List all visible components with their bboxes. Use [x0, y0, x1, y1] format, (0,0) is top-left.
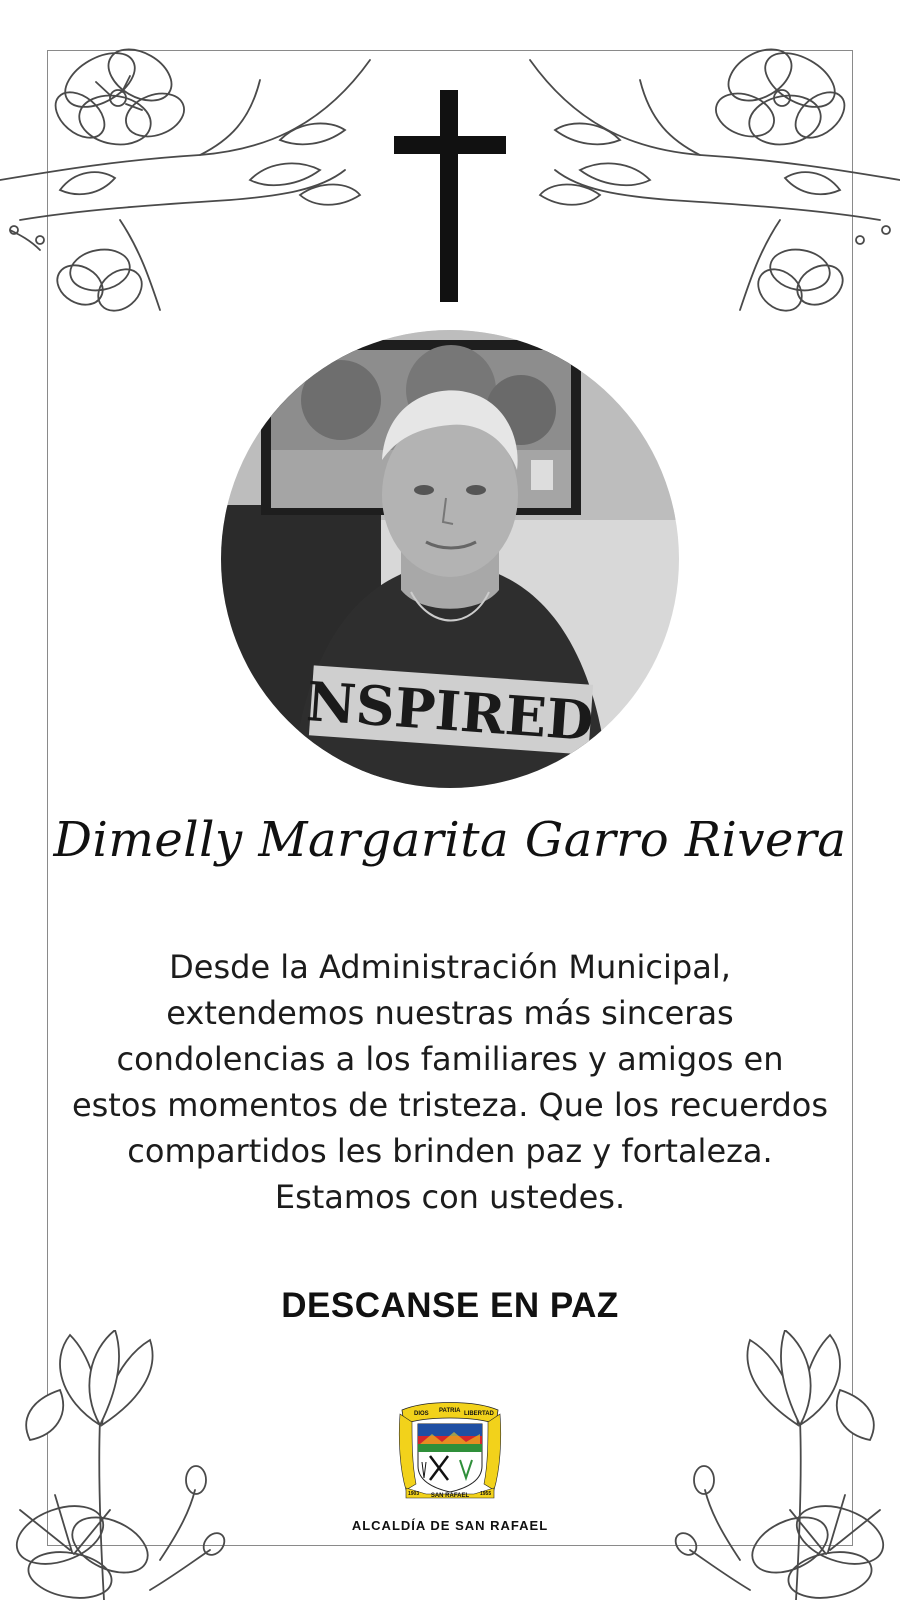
floral-ornament-top-right-icon: [520, 20, 900, 320]
floral-ornament-bottom-right-icon: [660, 1330, 900, 1600]
seal-word-3: LIBERTAD: [464, 1411, 494, 1417]
seal-word-1: DIOS: [414, 1411, 429, 1417]
seal-year-right: 1955: [480, 1491, 492, 1497]
portrait-photo: [221, 330, 679, 788]
seal-year-left: 1903: [408, 1491, 420, 1497]
deceased-name: Dimelly Margarita Garro Rivera: [53, 812, 847, 868]
floral-ornament-top-left-icon: [0, 20, 380, 320]
floral-ornament-bottom-left-icon: [0, 1330, 240, 1600]
closing-text: DESCANSE EN PAZ: [281, 1286, 619, 1325]
cross-icon: [394, 90, 506, 302]
organization-name: ALCALDÍA DE SAN RAFAEL: [351, 1518, 549, 1533]
portrait-shirt-text: NSPIRED: [304, 669, 596, 753]
municipal-seal-icon: [396, 1400, 504, 1500]
condolence-message: Desde la Administración Municipal, extendemos nuestras más sinceras condolencias a los familiares y amigos en estos momentos de tristeza. Que los recuerdos compartidos les brinden paz y fortaleza. Estamos con ustedes.: [71, 948, 829, 1216]
seal-word-2: PATRIA: [439, 1408, 461, 1414]
seal-town: SAN RAFAEL: [430, 1493, 470, 1499]
